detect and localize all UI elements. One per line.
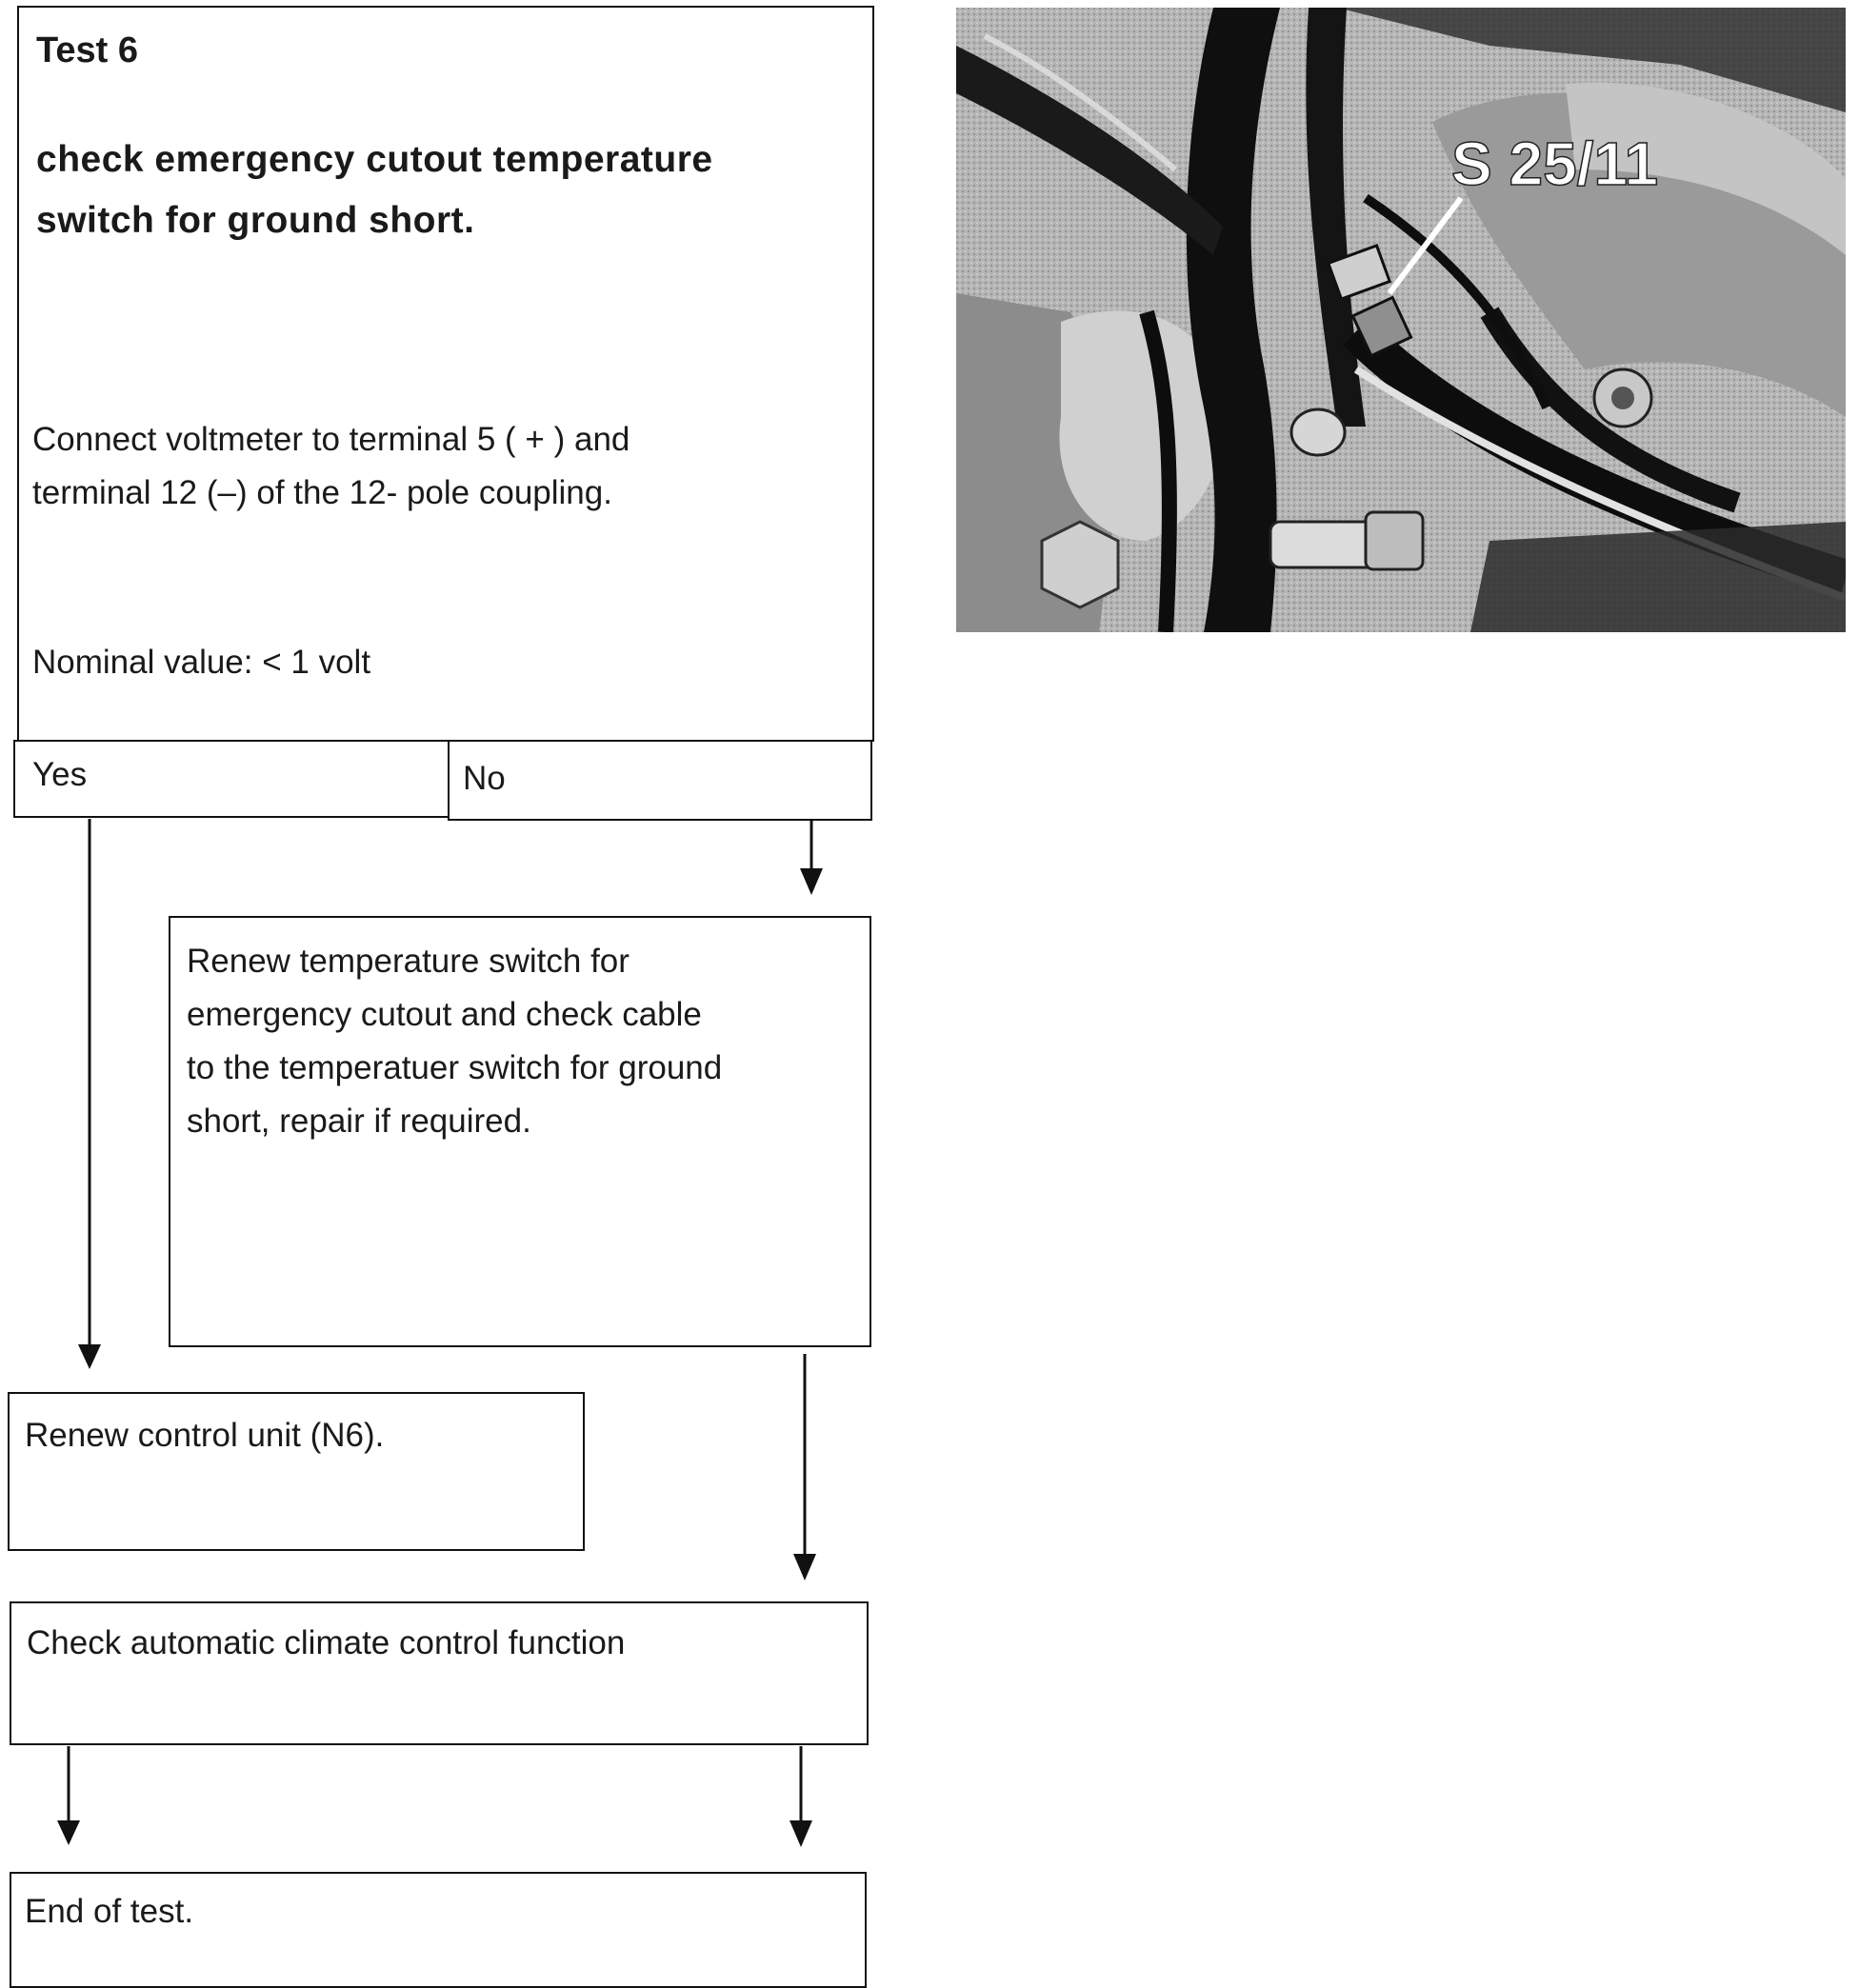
yes-arrowhead — [78, 1344, 101, 1369]
check-climate-text: Check automatic climate control function — [27, 1624, 626, 1661]
check-to-end-left-arrowhead — [57, 1820, 80, 1845]
no-label: No — [463, 760, 506, 797]
no-arrowhead — [800, 868, 823, 895]
test-heading: check emergency cutout temperature switch for ground short. — [36, 139, 713, 241]
component-label: S 25/11 — [1451, 129, 1659, 198]
switch-to-check-arrowhead — [793, 1554, 816, 1580]
renew-control-unit-text: Renew control unit (N6). — [25, 1417, 385, 1454]
test-title: Test 6 — [36, 30, 139, 70]
end-of-test-text: End of test. — [25, 1893, 194, 1930]
yes-label: Yes — [32, 756, 88, 793]
renew-switch-text: Renew temperature switch for emergency cutout and check cable to the temperatuer switch for ground short, repair if required. — [187, 943, 723, 1140]
test-instruction: Connect voltmeter to terminal 5 ( + ) and terminal 12 (–) of the 12- pole coupling. — [32, 421, 630, 511]
check-to-end-right-arrowhead — [790, 1820, 812, 1847]
nominal-value: Nominal value: < 1 volt — [32, 644, 371, 681]
engine-photo — [956, 8, 1846, 632]
